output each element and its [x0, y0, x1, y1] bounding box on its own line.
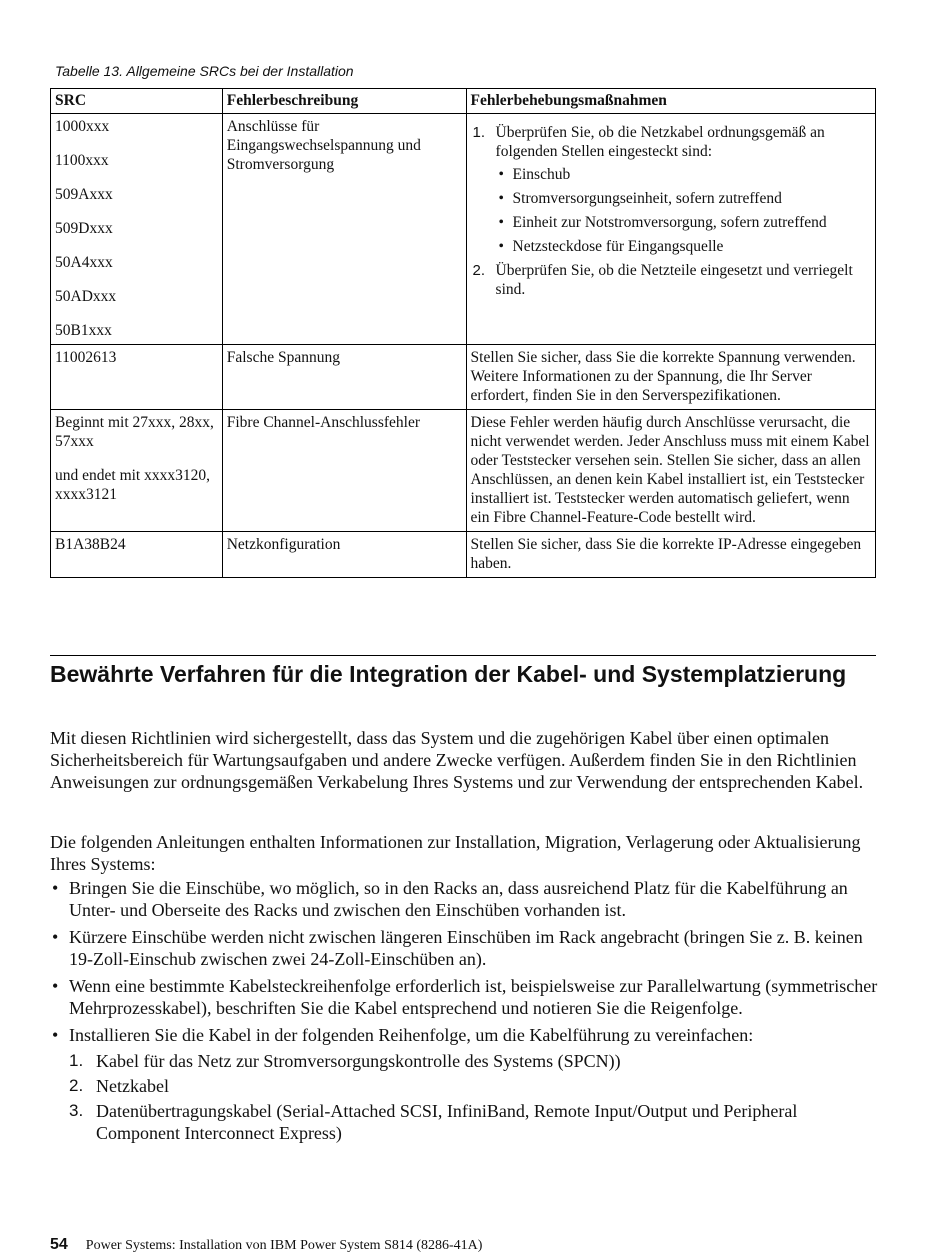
list-item: 3. Datenübertragungskabel (Serial-Attached SCSI, InfiniBand, Remote Input/Output und Peripheral Component Interconnect Express)	[69, 1101, 798, 1143]
step-number: 1.	[472, 124, 486, 141]
bullet-icon: •	[498, 190, 504, 207]
action-cell	[466, 114, 875, 345]
list-item: • Stromversorgungseinheit, sofern zutreffend	[498, 190, 782, 207]
list-item: • Installieren Sie die Kabel in der folgenden Reihenfolge, um die Kabelführung zu vereinfachen: 1. Kabel für das Netz zur Stromversorgungskontrolle des Systems (SPCN)) 2. Netzkabel 3. Datenübertragungskabel (Serial-Attached SCSI, InfiniBand, Remote Input/Output und Peripheral Component Interconnect Express)	[50, 1024, 880, 1144]
action-steps	[471, 123, 871, 299]
check-locations	[496, 165, 871, 256]
table-row	[51, 532, 876, 578]
src-suffix: und endet mit xxxx3120, xxxx3121	[55, 467, 210, 503]
cable-order-list	[69, 1050, 880, 1144]
bullet-icon: •	[498, 214, 504, 231]
section-divider	[50, 655, 876, 656]
src-cell	[51, 410, 223, 532]
bullet-icon: •	[52, 976, 59, 996]
src-code: 50ADxxx	[55, 288, 117, 305]
header-src: SRC	[51, 89, 223, 114]
table-row	[51, 410, 876, 532]
bullet-icon: •	[498, 238, 504, 255]
action-step	[471, 123, 871, 256]
step-text: Überprüfen Sie, ob die Netzteile eingesetzt und verriegelt sind.	[495, 262, 853, 298]
src-code: 1000xxx	[55, 118, 110, 135]
list-item: • Netzsteckdose für Eingangsquelle	[498, 238, 724, 255]
description-cell: Netzkonfiguration	[222, 532, 466, 578]
src-code: 509Dxxx	[55, 220, 113, 237]
table-caption: Tabelle 13. Allgemeine SRCs bei der Installation	[55, 63, 354, 79]
action-cell: Diese Fehler werden häufig durch Anschlüsse verursacht, die nicht verwendet werden. Jeder Anschluss muss mit einem Kabel oder Teststecker versehen sein. Stellen Sie sicher, dass an allen Anschlüssen, an denen kein Kabel installiert ist, ein Teststecker installiert ist. Teststecker werden automatisch geliefert, wenn ein Fibre Channel-Feature-Code bestellt wird.	[466, 410, 875, 532]
src-code: 1100xxx	[55, 152, 109, 169]
page-number: 54	[50, 1236, 68, 1253]
item-number: 1.	[69, 1051, 84, 1070]
step-number: 2.	[472, 262, 486, 279]
src-code: 50A4xxx	[55, 254, 113, 271]
description-cell: Anschlüsse für Eingangswechselspannung und Stromversorgung	[222, 114, 466, 345]
header-description: Fehlerbeschreibung	[222, 89, 466, 114]
list-item: 2. Netzkabel	[69, 1076, 169, 1096]
description-cell: Fibre Channel-Anschlussfehler	[222, 410, 466, 532]
list-item: • Wenn eine bestimmte Kabelsteckreihenfolge erforderlich ist, beispielsweise zur Parallelwartung (symmetrischer Mehrprozesskabel), beschriften Sie die Kabel entsprechend und notieren Sie die Reigenfolge.	[52, 976, 878, 1018]
page-footer	[50, 1236, 482, 1254]
table-row	[51, 345, 876, 410]
intro-paragraph: Mit diesen Richtlinien wird sichergestellt, dass das System und die zugehörigen Kabel über einen optimalen Sicherheitsbereich für Wartungsaufgaben und andere Zwecke verfügen. Außerdem finden Sie in den Richtlinien Anweisungen zur ordnungsgemäßen Verkabelung Ihres Systems und zur Verwendung der entsprechenden Kabel.	[50, 728, 864, 792]
section-heading: Bewährte Verfahren für die Integration der Kabel- und Systemplatzierung	[50, 661, 847, 687]
list-item: 1. Kabel für das Netz zur Stromversorgungskontrolle des Systems (SPCN))	[69, 1051, 621, 1071]
list-item: • Kürzere Einschübe werden nicht zwischen längeren Einschüben im Rack angebracht (bringen Sie z. B. keinen 19-Zoll-Einschub zwischen zwei 24-Zoll-Einschüben an).	[52, 927, 863, 969]
src-cell	[51, 114, 223, 345]
src-cell: 11002613	[51, 345, 223, 410]
src-code-list	[55, 117, 218, 340]
list-item: • Einschub	[498, 166, 571, 183]
src-code: 50B1xxx	[55, 322, 112, 339]
src-prefix: Beginnt mit 27xxx, 28xx, 57xxx	[55, 414, 214, 450]
bullet-icon: •	[52, 878, 59, 898]
footer-title: Power Systems: Installation von IBM Power System S814 (8286-41A)	[85, 1238, 483, 1253]
list-item: • Einheit zur Notstromversorgung, sofern zutreffend	[498, 214, 827, 231]
src-table	[50, 88, 876, 578]
src-cell: B1A38B24	[51, 532, 223, 578]
item-number: 3.	[69, 1101, 84, 1120]
guidelines-paragraph: Die folgenden Anleitungen enthalten Informationen zur Installation, Migration, Verlagerung oder Aktualisierung Ihres Systems:	[50, 832, 861, 874]
description-cell: Falsche Spannung	[222, 345, 466, 410]
step-text: Überprüfen Sie, ob die Netzkabel ordnungsgemäß an folgenden Stellen eingesteckt sind:	[495, 124, 825, 160]
bullet-icon: •	[498, 166, 504, 183]
action-cell: Stellen Sie sicher, dass Sie die korrekte Spannung verwenden. Weitere Informationen zu der Spannung, die Ihr Server erfordert, finden Sie in den Serverspezifikationen.	[466, 345, 875, 410]
table-header-row	[51, 89, 876, 114]
action-cell: Stellen Sie sicher, dass Sie die korrekte IP-Adresse eingegeben haben.	[466, 532, 875, 578]
bullet-icon: •	[52, 927, 59, 947]
header-actions: Fehlerbehebungsmaßnahmen	[466, 89, 875, 114]
bullet-icon: •	[52, 1025, 59, 1045]
list-item: • Bringen Sie die Einschübe, wo möglich, so in den Racks an, dass ausreichend Platz für die Kabelführung an Unter- und Oberseite des Racks und zwischen den Einschüben vorhanden ist.	[52, 878, 848, 920]
table-row	[51, 114, 876, 345]
src-code: 509Axxx	[55, 186, 113, 203]
action-step	[471, 261, 871, 299]
item-number: 2.	[69, 1076, 84, 1095]
guidelines-list	[50, 877, 880, 1149]
